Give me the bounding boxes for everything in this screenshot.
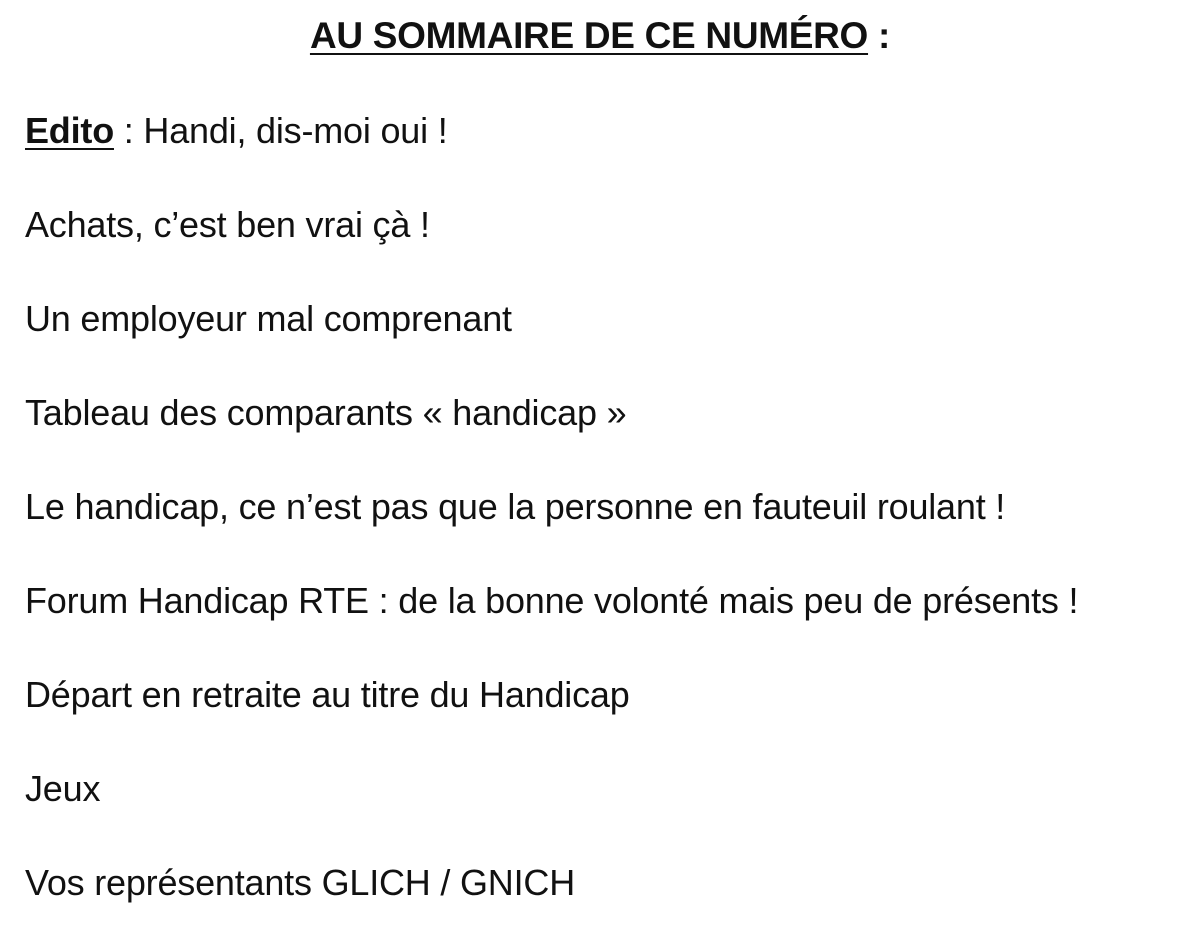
toc-item: Jeux bbox=[25, 768, 101, 809]
toc-item: Achats, c’est ben vrai çà ! bbox=[25, 204, 430, 245]
toc-item: Forum Handicap RTE : de la bonne volonté mais peu de présents ! bbox=[25, 580, 1079, 621]
toc-item-edito bbox=[25, 103, 1185, 159]
edito-separator: : bbox=[113, 110, 144, 151]
edito-label: Edito bbox=[25, 110, 114, 151]
toc-item: Le handicap, ce n’est pas que la personne en fauteuil roulant ! bbox=[25, 486, 1006, 527]
page-title-text: AU SOMMAIRE DE CE NUMÉRO bbox=[309, 15, 869, 56]
table-of-contents bbox=[25, 103, 1185, 949]
toc-item: Vos représentants GLICH / GNICH bbox=[25, 862, 576, 903]
edito-text: Handi, dis-moi oui ! bbox=[143, 110, 448, 151]
page-title bbox=[0, 10, 1200, 62]
toc-item: Tableau des comparants « handicap » bbox=[25, 392, 627, 433]
page-title-suffix: : bbox=[868, 15, 891, 56]
toc-item: Un employeur mal comprenant bbox=[25, 298, 512, 339]
toc-item: Départ en retraite au titre du Handicap bbox=[25, 674, 630, 715]
